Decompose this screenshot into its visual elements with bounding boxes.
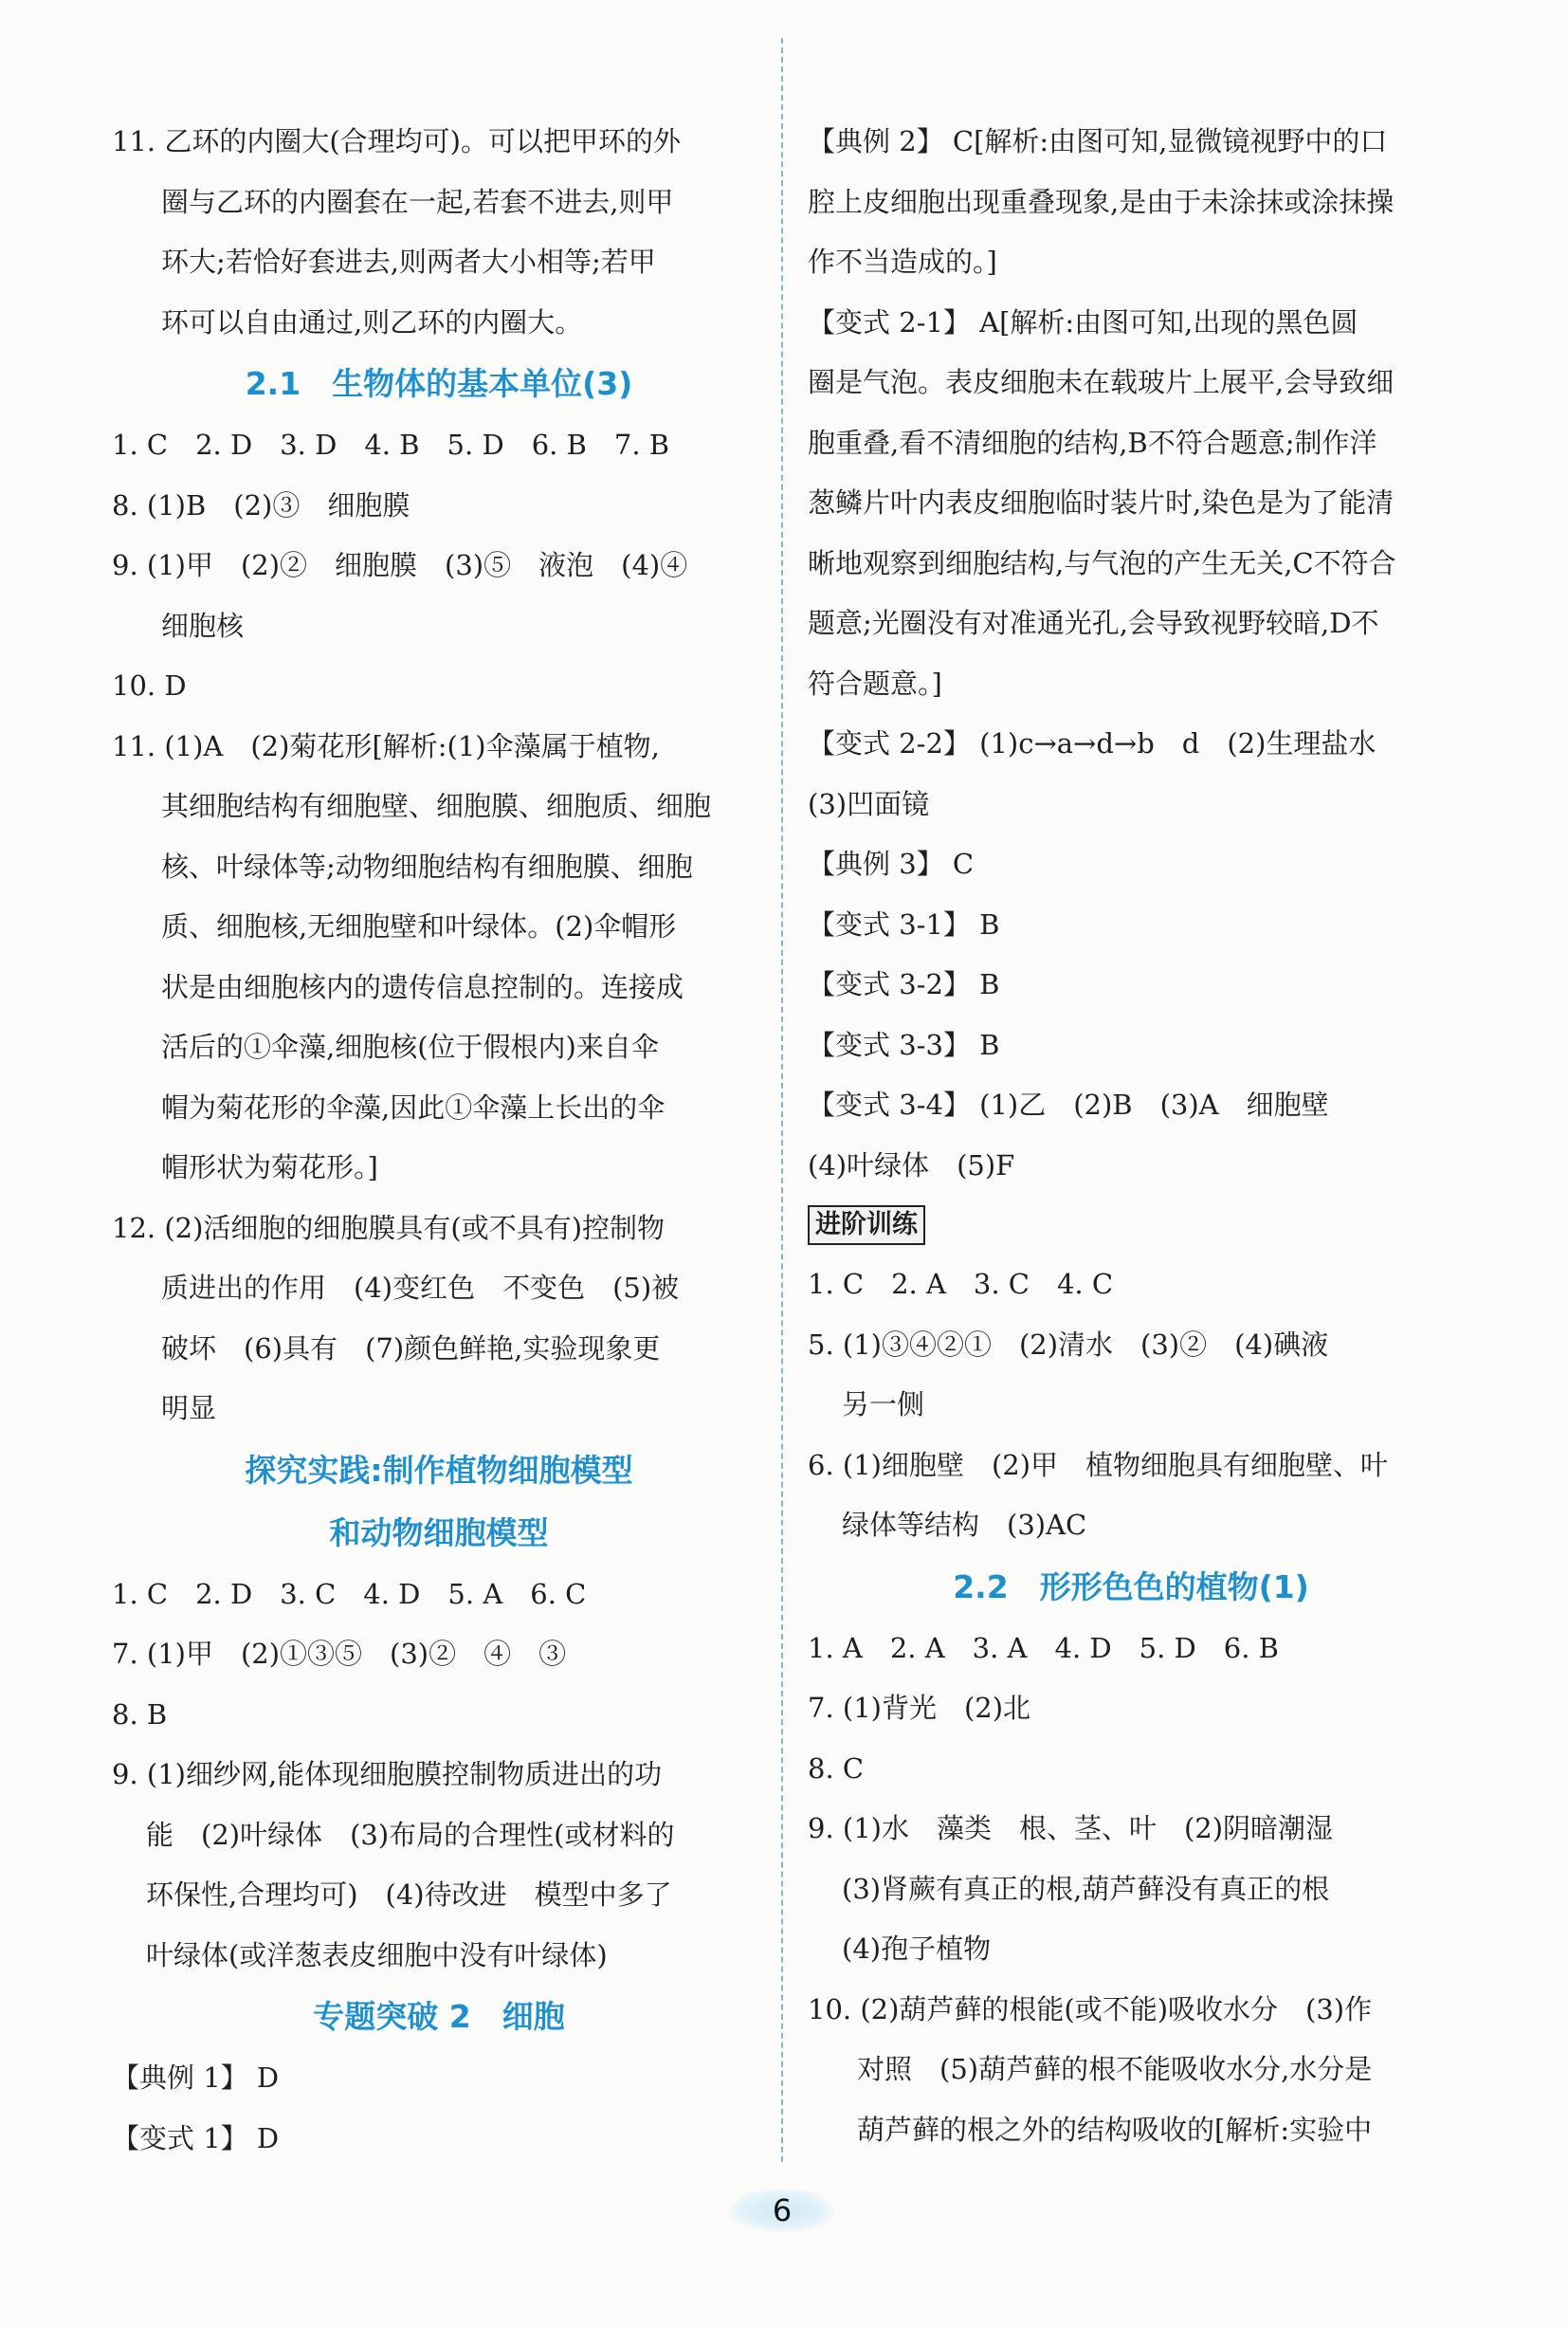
answer-line: 【典例 3】 C: [808, 848, 975, 880]
answer-line: 明显: [161, 1392, 217, 1424]
answer-line: (4)孢子植物: [842, 1933, 992, 1965]
answer-line: 12. (2)活细胞的细胞膜具有(或不具有)控制物: [112, 1211, 665, 1244]
answer-line: 其细胞结构有细胞壁、细胞膜、细胞质、细胞: [161, 790, 712, 822]
answer-line: 叶绿体(或洋葱表皮细胞中没有叶绿体): [146, 1938, 608, 1971]
section-heading: 探究实践:制作植物细胞模型: [245, 1451, 633, 1489]
section-heading: 和动物细胞模型: [329, 1513, 549, 1551]
answer-line: 符合题意。]: [808, 667, 942, 700]
answer-line: 环可以自由通过,则乙环的内圈大。: [161, 305, 583, 339]
answer-line: 1. A 2. A 3. A 4. D 5. D 6. B: [808, 1631, 1279, 1664]
answer-line: 胞重叠,看不清细胞的结构,B不符合题意;制作洋: [808, 426, 1377, 459]
answer-line: 另一侧: [842, 1388, 925, 1420]
answer-line: 腔上皮细胞出现重叠现象,是由于未涂抹或涂抹操: [808, 185, 1395, 218]
answer-line: 葱鳞片叶内表皮细胞临时装片时,染色是为了能清: [808, 486, 1395, 519]
answer-line: 核、叶绿体等;动物细胞结构有细胞膜、细胞: [161, 850, 693, 883]
answer-line: 圈是气泡。表皮细胞未在载玻片上展平,会导致细: [808, 366, 1395, 398]
answer-line: 【变式 2-2】 (1)c→a→d→b d (2)生理盐水: [808, 727, 1377, 760]
answer-line: 7. (1)背光 (2)北: [808, 1692, 1031, 1724]
answer-line: 11. 乙环的内圈大(合理均可)。可以把甲环的外: [112, 125, 681, 157]
answer-line: 质、细胞核,无细胞壁和叶绿体。(2)伞帽形: [161, 910, 677, 943]
answer-line: 8. C: [808, 1751, 865, 1785]
answer-line: 破坏 (6)具有 (7)颜色鲜艳,实验现象更: [161, 1331, 661, 1365]
answer-line: 晰地观察到细胞结构,与气泡的产生无关,C不符合: [808, 546, 1396, 579]
answer-line: 5. (1)③④②① (2)清水 (3)② (4)碘液: [808, 1328, 1329, 1361]
answer-line: 对照 (5)葫芦藓的根不能吸收水分,水分是: [857, 2053, 1373, 2085]
answer-line: 9. (1)水 藻类 根、茎、叶 (2)阴暗潮湿: [808, 1812, 1334, 1844]
left-column: [112, 112, 766, 2169]
answer-line: 8. B: [112, 1697, 168, 1731]
answer-line: 活后的①伞藻,细胞核(位于假根内)来自伞: [161, 1031, 659, 1063]
answer-line: 状是由细胞核内的遗传信息控制的。连接成: [161, 970, 684, 1003]
answer-line: 11. (1)A (2)菊花形[解析:(1)伞藻属于植物,: [112, 729, 660, 762]
answer-line: 8. (1)B (2)③ 细胞膜: [112, 488, 410, 522]
answer-line: (3)凹面镜: [808, 787, 930, 820]
answer-line: 1. C 2. A 3. C 4. C: [808, 1268, 1114, 1300]
answer-line: 【变式 2-1】 A[解析:由图可知,出现的黑色圆: [808, 305, 1358, 339]
answer-line: 圈与乙环的内圈套在一起,若套不进去,则甲: [161, 185, 674, 218]
answer-line: 能 (2)叶绿体 (3)布局的合理性(或材料的: [146, 1818, 675, 1851]
section-tag-wrapper: [808, 1196, 1454, 1255]
right-column: [808, 112, 1454, 2160]
answer-line: (3)肾蕨有真正的根,葫芦藓没有真正的根: [842, 1872, 1330, 1905]
answer-line: 6. (1)细胞壁 (2)甲 植物细胞具有细胞壁、叶: [808, 1448, 1389, 1481]
answer-line: 7. (1)甲 (2)①③⑤ (3)② ④ ③: [112, 1638, 567, 1670]
answer-line: 绿体等结构 (3)AC: [842, 1509, 1087, 1541]
section-tag: 进阶训练: [808, 1205, 925, 1245]
answer-line: 10. (2)葫芦藓的根能(或不能)吸收水分 (3)作: [808, 1992, 1373, 2025]
answer-line: 帽为菊花形的伞藻,因此①伞藻上长出的伞: [161, 1090, 665, 1124]
section-heading: 2.1 生物体的基本单位(3): [245, 365, 633, 402]
answer-line: 【典例 1】 D: [112, 2061, 280, 2094]
page-number: 6: [730, 2189, 834, 2232]
answer-line: 【变式 3-4】 (1)乙 (2)B (3)A 细胞壁: [808, 1089, 1329, 1121]
answer-line: 【典例 2】 C[解析:由图可知,显微镜视野中的口: [808, 125, 1388, 157]
answer-line: 10. D: [112, 669, 187, 702]
answer-line: 葫芦藓的根之外的结构吸收的[解析:实验中: [857, 2113, 1373, 2146]
answer-line: 9. (1)细纱网,能体现细胞膜控制物质进出的功: [112, 1758, 663, 1790]
answer-line: 细胞核: [161, 609, 245, 642]
answer-line: 题意;光圈没有对准通光孔,会导致视野较暗,D不: [808, 607, 1379, 639]
answer-line: 【变式 3-1】 B: [808, 907, 1000, 941]
section-heading: 2.2 形形色色的植物(1): [953, 1567, 1309, 1605]
answer-line: 帽形状为菊花形。]: [161, 1151, 378, 1183]
answer-line: 9. (1)甲 (2)② 细胞膜 (3)⑤ 液泡 (4)④: [112, 549, 688, 581]
answer-line: 作不当造成的。]: [808, 246, 997, 278]
answer-line: (4)叶绿体 (5)F: [808, 1148, 1015, 1182]
answer-line: 1. C 2. D 3. D 4. B 5. D 6. B 7. B: [112, 429, 670, 461]
answer-line: 【变式 3-2】 B: [808, 968, 1000, 1000]
answer-line: 1. C 2. D 3. C 4. D 5. A 6. C: [112, 1577, 587, 1610]
column-divider: [781, 38, 783, 2162]
section-heading: 专题突破 2 细胞: [313, 1998, 565, 2035]
answer-line: 环保性,合理均可) (4)待改进 模型中多了: [146, 1878, 672, 1911]
answer-line: 环大;若恰好套进去,则两者大小相等;若甲: [161, 246, 656, 278]
answer-line: 【变式 1】 D: [112, 2121, 280, 2154]
answer-line: 【变式 3-3】 B: [808, 1028, 1000, 1061]
answer-line: 质进出的作用 (4)变红色 不变色 (5)被: [161, 1272, 680, 1304]
